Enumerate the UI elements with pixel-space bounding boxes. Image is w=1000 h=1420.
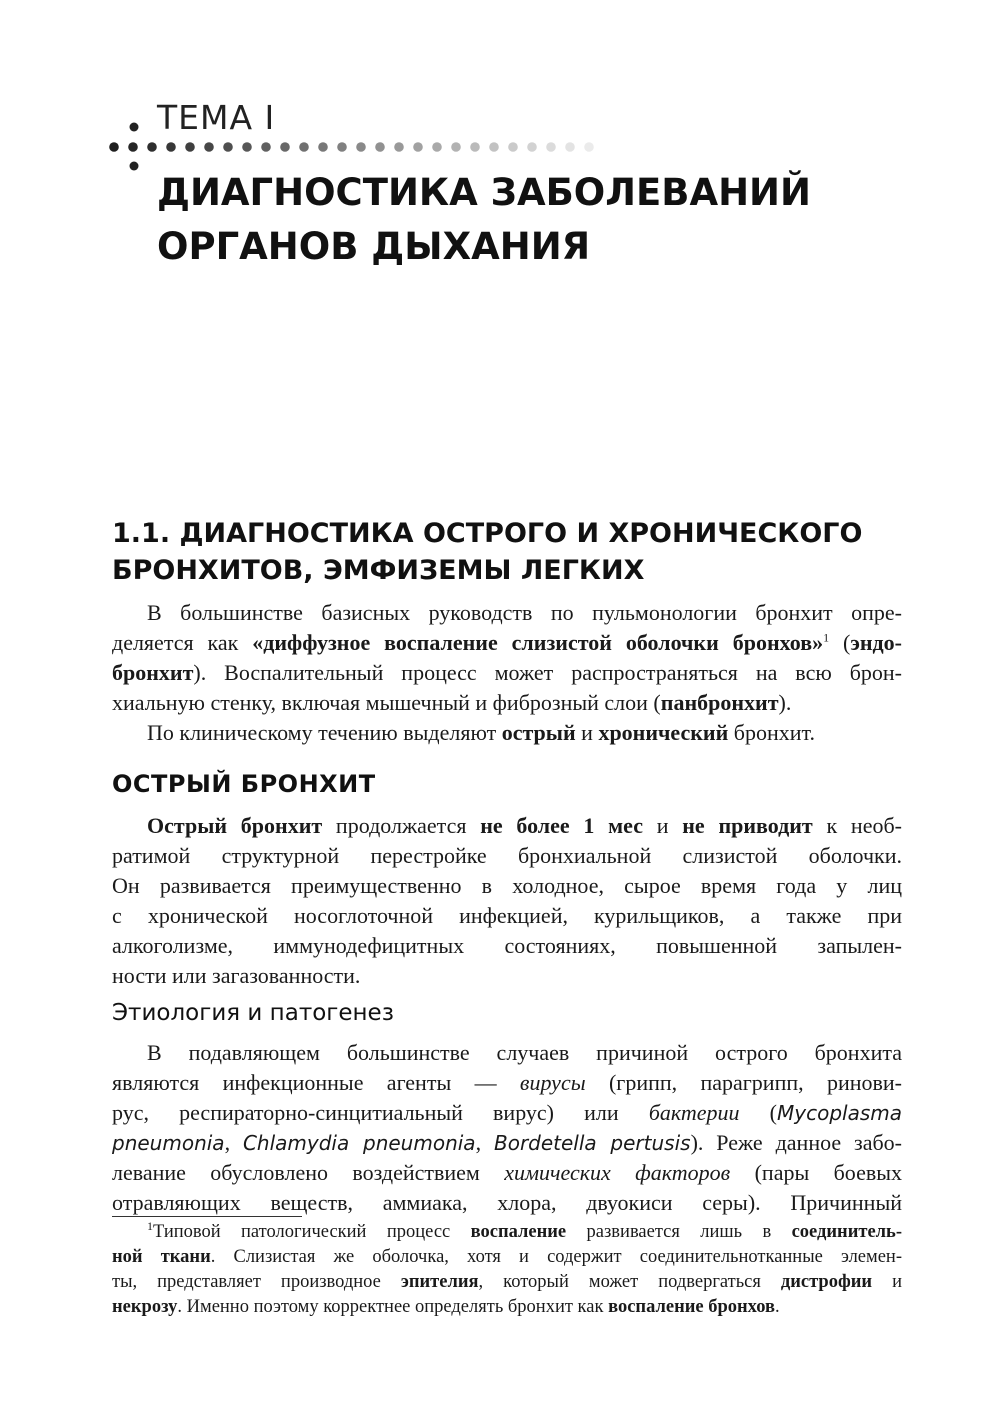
intro-line-1: В большинстве базисных руководств по пульмонологии бронхит опре-	[147, 600, 902, 625]
etiology-line-3: рус, респираторно-синцитиальный вирус) или бактерии (Mycoplasma	[112, 1100, 902, 1125]
intro-line-4: хиальную стенку, включая мышечный и фиброзный слои (панбронхит).	[112, 690, 792, 715]
acute-heading: ОСТРЫЙ БРОНХИТ	[112, 770, 376, 798]
chapter-title-line1: ДИАГНОСТИКА ЗАБОЛЕВАНИЙ	[157, 171, 811, 214]
acute-line-1: Острый бронхит продолжается не более 1 мес и не приводит к необ-	[147, 813, 902, 838]
footnote-line-1: $^1$Типовой патологический процесс воспаление развивается лишь в соединитель-	[147, 1218, 902, 1242]
footnote-line-3: ты, представляет производное эпителия, который может подвергаться дистрофии и	[112, 1272, 902, 1292]
footnote-line-2: ной ткани. Слизистая же оболочка, хотя и содержит соединительнотканные элемен-	[112, 1247, 902, 1267]
etiology-heading: Этиология и патогенез	[112, 1000, 394, 1026]
section-title-line2: БРОНХИТОВ, ЭМФИЗЕМЫ ЛЕГКИХ	[112, 555, 645, 586]
etiology-line-4: pneumonia, Chlamydia pneumonia, Bordetella pertusis). Реже данное забо-	[112, 1130, 903, 1155]
acute-line-2: ратимой структурной перестройке бронхиальной слизистой оболочки.	[112, 843, 902, 868]
intro-line-3: бронхит). Воспалительный процесс может распространяться на всю брон-	[112, 660, 902, 685]
chapter-label: ТЕМА I	[157, 98, 276, 137]
footnote-line-4: некрозу. Именно поэтому корректнее определять бронхит как воспаление бронхов.	[112, 1297, 780, 1317]
chapter-title	[157, 166, 957, 274]
section-title	[112, 515, 932, 589]
intro-line-2: деляется как «диффузное воспаление слизистой оболочки бронхов»$^1$ (эндо-	[112, 630, 903, 655]
section-title-line1: 1.1. ДИАГНОСТИКА ОСТРОГО И ХРОНИЧЕСКОГО	[112, 518, 863, 549]
etiology-line-2: являются инфекционные агенты — вирусы (грипп, парагрипп, ринови-	[112, 1070, 902, 1095]
footnote-rule	[112, 1216, 302, 1217]
acute-line-3: Он развивается преимущественно в холодное, сырое время года у лиц	[112, 873, 902, 898]
acute-line-5: алкоголизме, иммунодефицитных состояниях, повышенной запылен-	[112, 933, 902, 958]
etiology-line-5: левание обусловлено воздействием химических факторов (пары боевых	[112, 1160, 902, 1185]
etiology-line-1: В подавляющем большинстве случаев причиной острого бронхита	[147, 1040, 902, 1065]
intro-line-5: По клиническому течению выделяют острый и хронический бронхит.	[147, 720, 815, 745]
acute-line-6: ности или загазованности.	[112, 963, 361, 988]
etiology-line-6: отравляющих веществ, аммиака, хлора, двуокиси серы). Причинный	[112, 1190, 902, 1215]
chapter-title-line2: ОРГАНОВ ДЫХАНИЯ	[157, 225, 591, 268]
acute-line-4: с хронической носоглоточной инфекцией, курильщиков, а также при	[112, 903, 902, 928]
